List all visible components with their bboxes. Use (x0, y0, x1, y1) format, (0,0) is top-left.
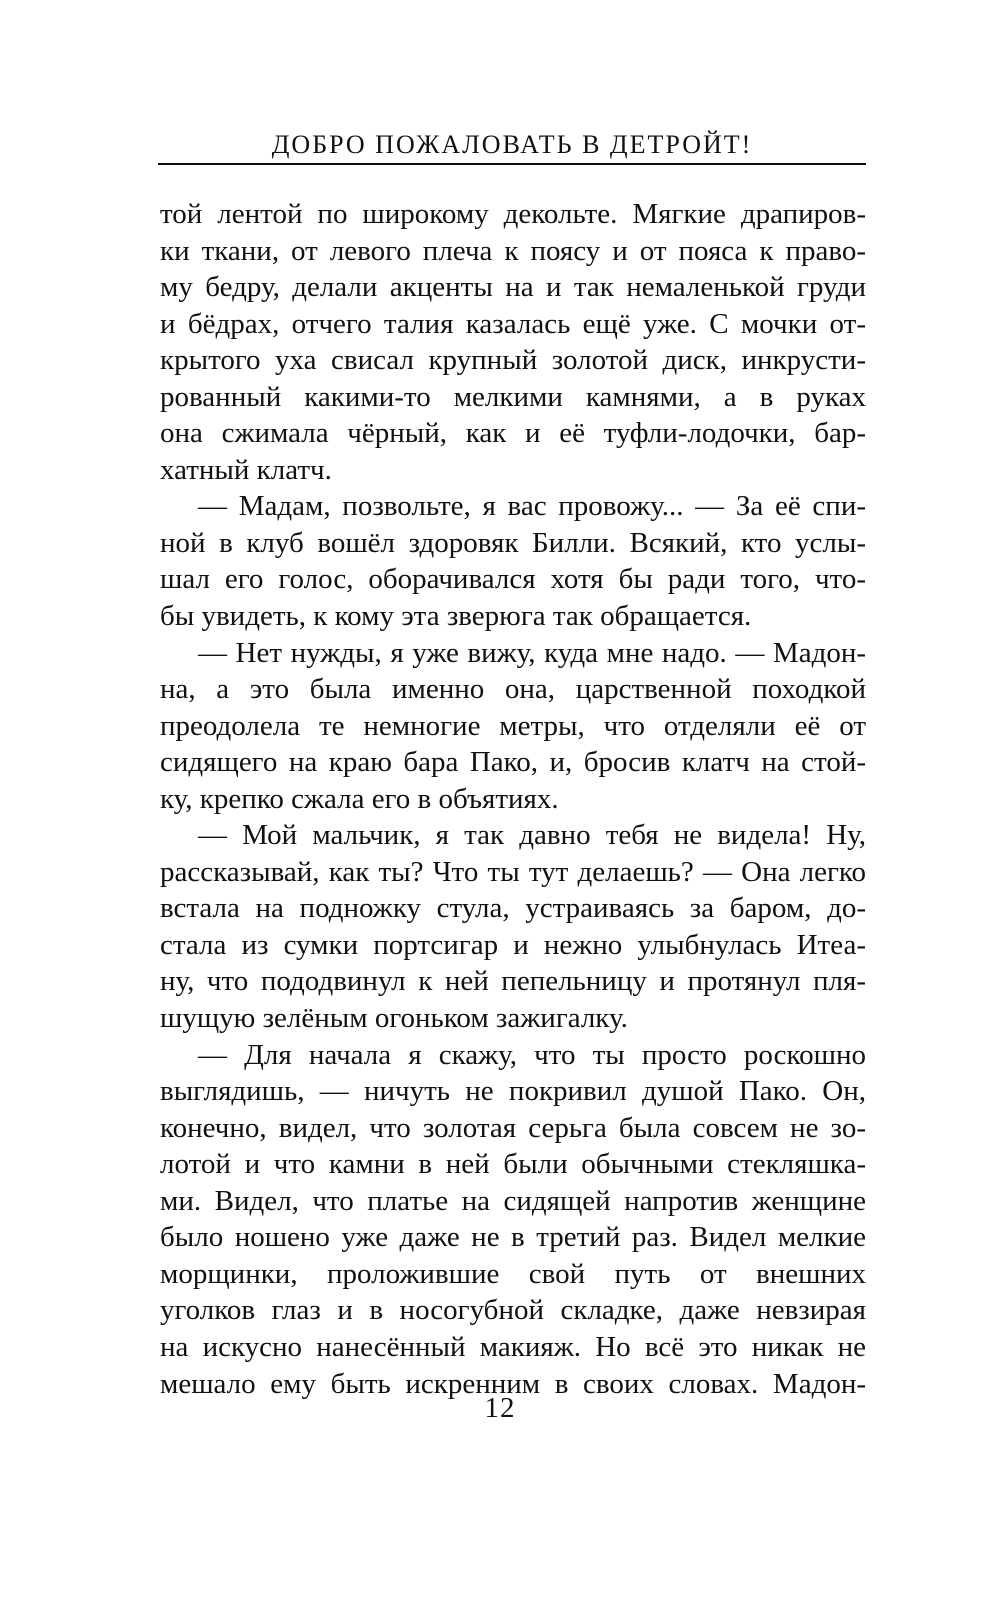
text-line: и бёдрах, отчего талия казалась ещё уже. С мочки от- (160, 307, 866, 340)
text-line: лотой и что камни в ней были обычными стекляшка- (160, 1148, 866, 1181)
page-number: 12 (484, 1392, 516, 1424)
text-line: она сжимала чёрный, как и её туфли-лодочки, бар- (160, 417, 866, 450)
text-line: мешало ему быть искренним в своих словах. Мадон- (160, 1367, 866, 1400)
text-line: выглядишь, — ничуть не покривил душой Пако. Он, (160, 1075, 866, 1108)
text-line: — Для начала я скажу, что ты просто роскошно (198, 1038, 866, 1071)
text-line: было ношено уже даже не в третий раз. Видел мелкие (160, 1221, 866, 1254)
text-line: крытого уха свисал крупный золотой диск, инкрусти- (160, 344, 866, 377)
body-text (160, 196, 866, 1402)
text-line: ку, крепко сжала его в объятиях. (160, 782, 559, 815)
text-line: преодолела те немногие метры, что отделяли её от (160, 709, 866, 742)
text-line: бы увидеть, к кому эта зверюга так обращается. (160, 600, 752, 633)
text-line: ки ткани, от левого плеча к поясу и от пояса к право- (160, 234, 866, 267)
text-line: встала на подножку стула, устраиваясь за баром, до- (160, 892, 866, 925)
text-line: му бедру, делали акценты на и так немаленькой груди (160, 271, 866, 304)
text-line: шал его голос, оборачивался хотя бы ради того, что- (160, 563, 866, 596)
text-line: конечно, видел, что золотая серьга была совсем не зо- (160, 1111, 866, 1144)
text-line: хатный клатч. (160, 453, 332, 486)
text-line: стала из сумки портсигар и нежно улыбнулась Итеа- (160, 928, 866, 961)
running-head-title: ДОБРО ПОЖАЛОВАТЬ В ДЕТРОЙТ! (271, 130, 753, 159)
text-line: той лентой по широкому декольте. Мягкие драпиров- (160, 198, 866, 230)
text-line: уголков глаз и в носогубной складке, даже невзирая (160, 1294, 866, 1327)
text-line: — Мой мальчик, я так давно тебя не видела! Ну, (198, 819, 866, 852)
text-line: морщинки, проложившие свой путь от внешних (160, 1257, 866, 1290)
text-line: ну, что пододвинул к ней пепельницу и протянул пля- (160, 965, 866, 998)
text-line: на искусно нанесённый макияж. Но всё это никак не (160, 1330, 866, 1363)
text-line: на, а это была именно она, царственной походкой (160, 673, 866, 706)
header-rule (158, 163, 866, 165)
text-line: сидящего на краю бара Пако, и, бросив клатч на стой- (160, 746, 866, 779)
text-line: рассказывай, как ты? Что ты тут делаешь? — Она легко (160, 855, 866, 888)
text-line: — Мадам, позвольте, я вас провожу... — За её спи- (198, 490, 866, 523)
text-line: ми. Видел, что платье на сидящей напротив женщине (160, 1184, 866, 1217)
text-line: рованный какими-то мелкими камнями, а в руках (160, 380, 866, 413)
text-line: ной в клуб вошёл здоровяк Билли. Всякий, кто услы- (160, 526, 866, 559)
text-line: — Нет нужды, я уже вижу, куда мне надо. — Мадон- (198, 636, 866, 669)
text-line: шущую зелёным огоньком зажигалку. (160, 1002, 628, 1035)
